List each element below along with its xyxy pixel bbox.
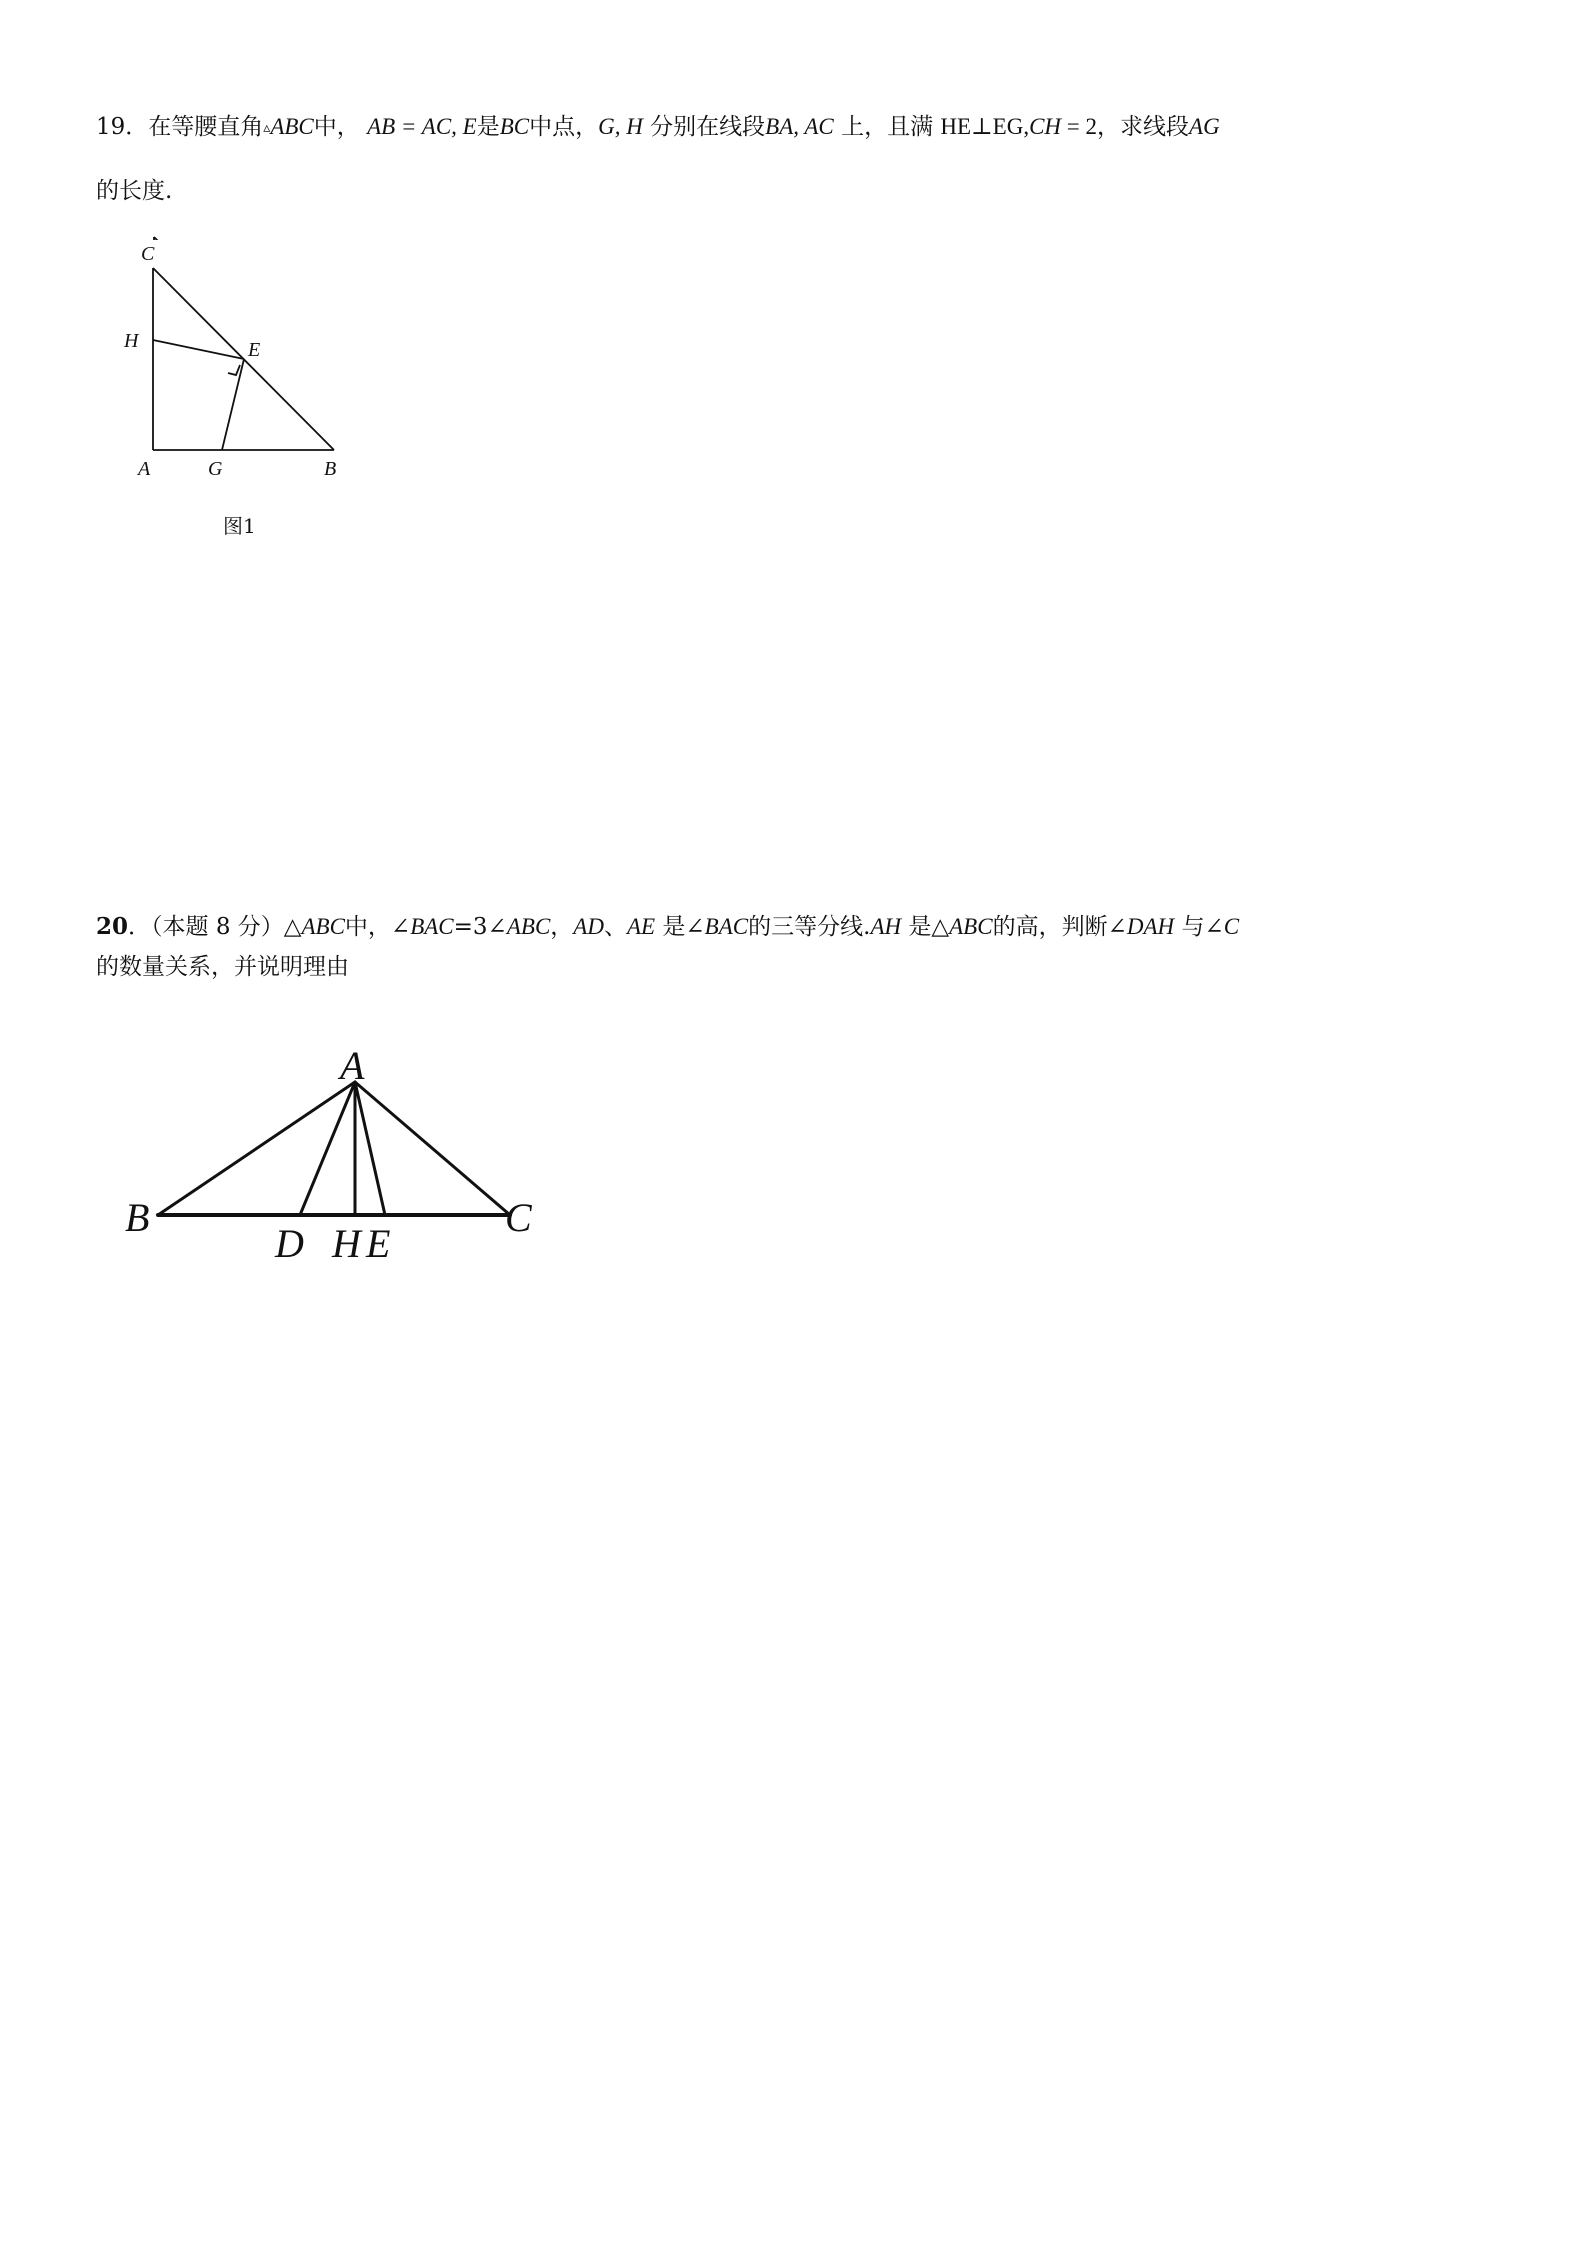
q20-c: C (1223, 914, 1240, 939)
side-ab (158, 1082, 355, 1215)
q19-baac: BA, AC (765, 114, 834, 139)
label-c: C (141, 243, 155, 265)
q19-gh: G, H (598, 114, 643, 139)
q20-ad: AD (573, 914, 604, 939)
small-triangle-icon: ▵ (263, 120, 271, 136)
q19-text-6: 上，且满 (841, 114, 934, 140)
q20-text-5: 、 (603, 914, 627, 940)
figure-1-caption: 图1 (223, 514, 256, 538)
q20-text-9: 的高，判断∠ (992, 914, 1127, 940)
q20-text-4: ， (550, 914, 574, 940)
label-b: B (324, 458, 337, 480)
q20-text-6: 是∠ (662, 914, 705, 940)
q19-text-1: 在等腰直角 (148, 114, 264, 140)
label-b: B (125, 1195, 150, 1240)
q20-text-2: 中，∠ (344, 914, 411, 940)
q19-text-3: 是 (476, 114, 500, 140)
segment-he (153, 340, 244, 359)
q20-line2: 的数量关系，并说明理由 (96, 954, 349, 980)
q20-dah: DAH (1126, 914, 1175, 939)
q20-bac: BAC (410, 914, 454, 939)
q20-text-8: 是△ (908, 914, 950, 940)
label-e: E (366, 1221, 391, 1266)
q20-ah: AH (870, 914, 902, 939)
q20-text-10: 与∠ (1181, 914, 1224, 940)
q19-condition: HE⊥EG, (940, 114, 1030, 139)
q19-ch: CH (1029, 114, 1062, 139)
q19-abc: ABC (270, 114, 314, 139)
q20-number: 20 (96, 913, 129, 940)
q19-bc: BC (499, 114, 530, 139)
q20-abc: ABC (301, 914, 345, 939)
segment-eg (222, 359, 244, 450)
q20-abc2: ABC (506, 914, 551, 939)
q20-text-7: 的三等分线. (748, 914, 871, 940)
label-a: A (138, 458, 151, 480)
q19-text-5: 分别在线段 (650, 114, 766, 140)
label-d: D (275, 1221, 304, 1266)
label-h: H (124, 330, 139, 352)
figure-2 (120, 1035, 560, 1279)
q19-text-2: 中， (313, 114, 360, 140)
q19-line1 (96, 112, 1220, 143)
q19-line2: 的长度. (96, 178, 173, 204)
q19-number: 19． (96, 114, 149, 140)
q19-text-4: 中点， (529, 114, 599, 140)
label-a: A (340, 1043, 365, 1088)
q19-eq2: = 2 (1061, 114, 1098, 139)
q19-text-7: ，求线段 (1097, 114, 1190, 140)
q20-bac2: BAC (704, 914, 749, 939)
figure-1 (120, 240, 360, 480)
label-c: C (505, 1195, 532, 1240)
q20-line1 (96, 912, 1239, 942)
side-ac (355, 1082, 510, 1215)
label-h: H (332, 1221, 361, 1266)
q20-abc3: ABC (949, 914, 993, 939)
label-e: E (248, 339, 261, 361)
q20-text-1: ．（本题 8 分）△ (128, 914, 302, 940)
q20-text-3: =3∠ (453, 914, 507, 940)
q19-eq1: AB = AC, E (367, 114, 477, 139)
q19-ag: AG (1189, 114, 1220, 139)
label-g: G (208, 458, 223, 480)
q20-ae: AE (626, 914, 656, 939)
right-angle-mark (228, 365, 240, 375)
